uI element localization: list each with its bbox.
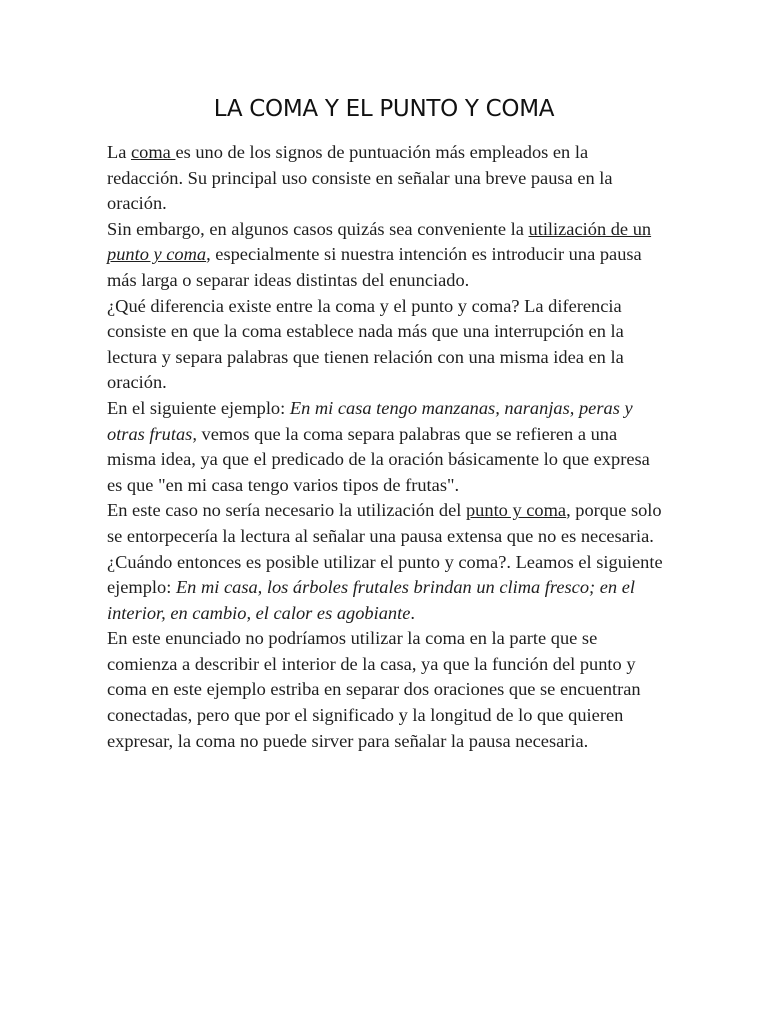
paragraph-2	[107, 217, 667, 294]
paragraph-text: En el siguiente ejemplo:	[107, 397, 290, 418]
link-punto-y-coma-2[interactable]: punto y coma	[465, 500, 567, 521]
paragraph-1	[107, 140, 667, 217]
paragraph-text: .	[410, 602, 416, 623]
link-punto-y-coma[interactable]: punto y coma	[107, 244, 207, 265]
paragraph-5	[107, 498, 667, 549]
paragraph-text: vemos que la coma separa palabras que se refieren a una misma idea, ya que el predicado de la oración básicamente lo que expresa es que "en mi casa tengo varios tipos de frutas".	[107, 423, 650, 495]
paragraph-text: La	[107, 142, 131, 162]
paragraph-text: , porque solo se entorpecería la lectura al señalar una pausa extensa que no es necesaria.	[107, 500, 662, 546]
document-body	[107, 140, 667, 754]
paragraph-text: es uno de los signos de puntuación más empleados en la redacción. Su principal uso consiste en señalar una breve pausa en la oración.	[107, 142, 613, 214]
link-coma[interactable]: coma	[131, 142, 176, 162]
example-sentence-2: En mi casa, los árboles frutales brindan un clima fresco; en el interior, en cambio, el calor es agobiante	[107, 577, 635, 623]
paragraph-3: ¿Qué diferencia existe entre la coma y el punto y coma? La diferencia consiste en que la coma establece nada más que una interrupción en la lectura y separa palabras que tienen relación con una misma idea en la oración.	[107, 295, 624, 393]
paragraph-4	[107, 396, 667, 498]
paragraph-text: , especialmente si nuestra intención es introducir una pausa más larga o separar ideas distintas del enunciado.	[107, 244, 642, 290]
paragraph-text: ¿Cuándo entonces es posible utilizar el punto y coma?. Leamos el siguiente ejemplo:	[107, 551, 663, 598]
paragraph-text: Sin embargo, en algunos casos quizás sea conveniente la	[107, 218, 529, 239]
paragraph-text: En este caso no sería necesario la utilización del	[107, 500, 466, 521]
example-sentence: En mi casa tengo manzanas, naranjas, peras y otras frutas,	[107, 397, 633, 444]
paragraph-7: En este enunciado no podríamos utilizar la coma en la parte que se comienza a describir el interior de la casa, ya que la función del punto y coma en este ejemplo estriba en separar dos oraciones que se encuentran conectadas, pero que por el significado y la longitud de lo que quieren expresar, la coma no puede sirver para señalar la pausa necesaria.	[107, 628, 641, 751]
paragraph-6	[107, 550, 667, 627]
page-title: LA COMA Y EL PUNTO Y COMA	[213, 96, 555, 122]
link-utilizacion[interactable]: utilización de un	[528, 218, 652, 239]
